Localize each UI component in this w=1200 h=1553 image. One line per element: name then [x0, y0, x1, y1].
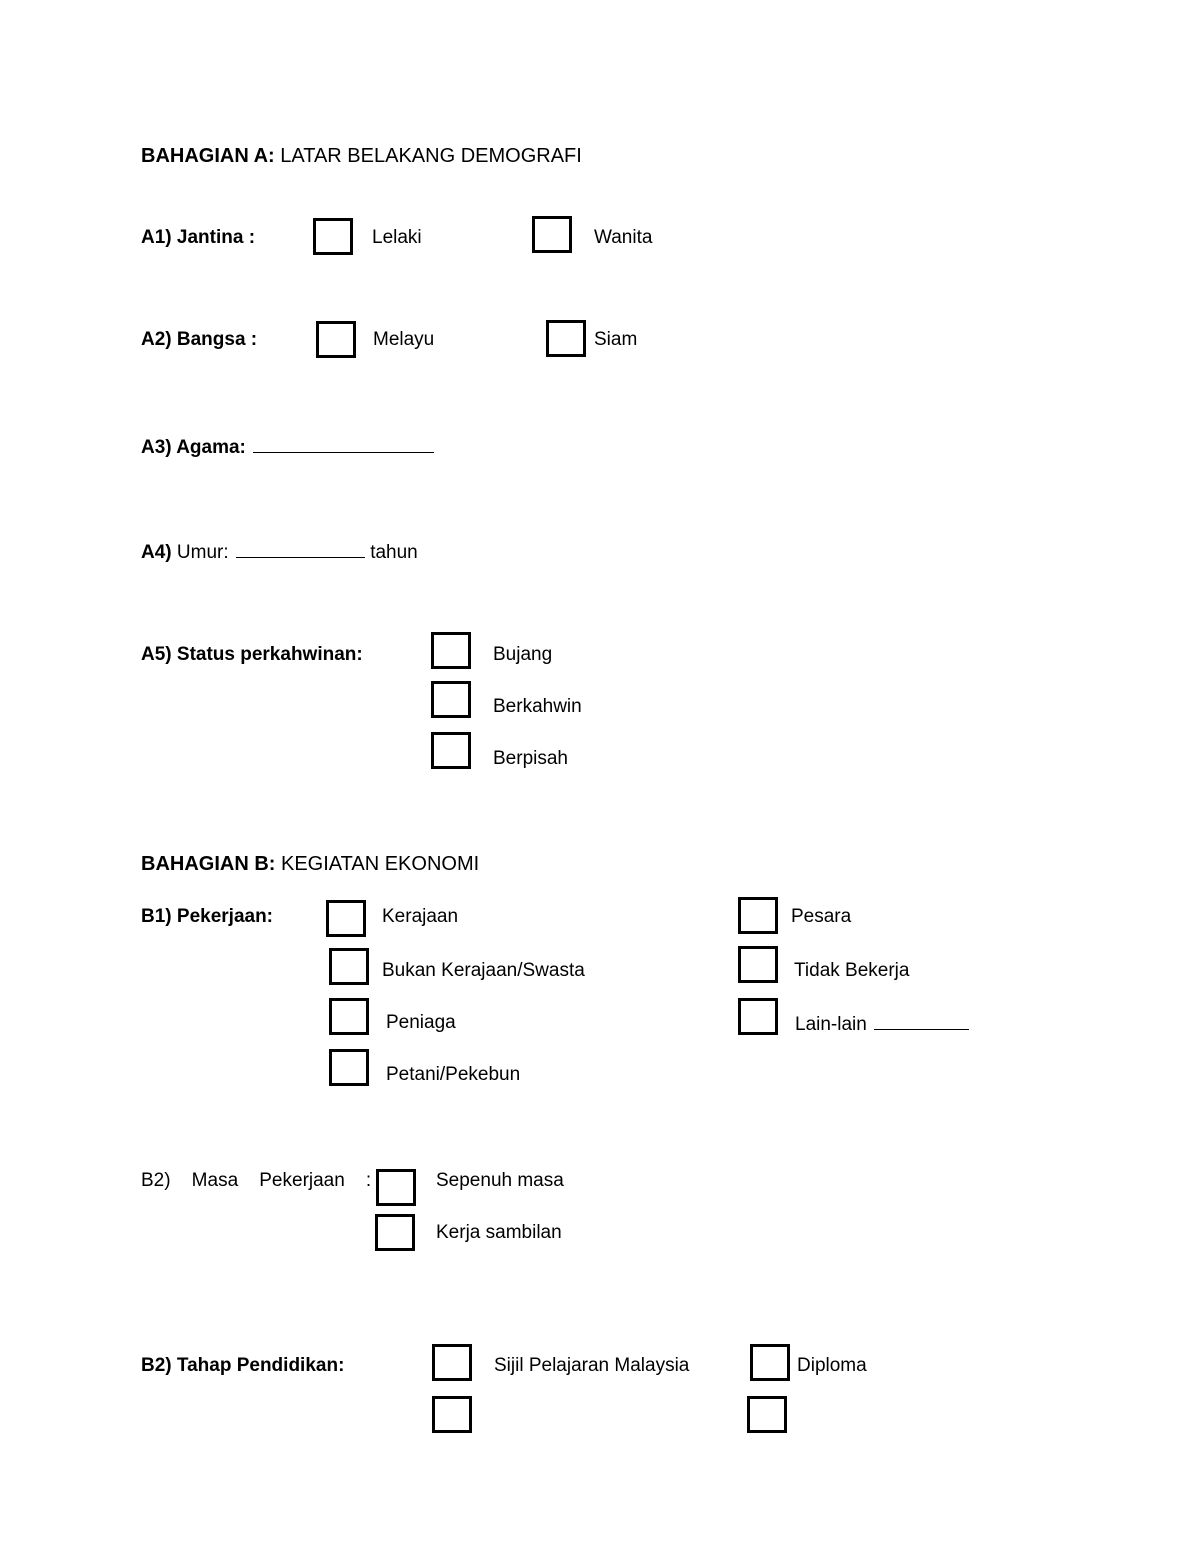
- b2-option-sepenuh-masa: Sepenuh masa: [436, 1170, 564, 1191]
- a4-unit: tahun: [370, 542, 418, 563]
- b1-checkbox-bukan-kerajaan[interactable]: [329, 948, 369, 985]
- a2-option-melayu: Melayu: [373, 329, 435, 350]
- b1-label: B1) Pekerjaan:: [141, 906, 274, 927]
- b1-lain-lain-blank[interactable]: [874, 1011, 969, 1030]
- b1-lain-lain-row: [795, 1011, 969, 1037]
- b2-option-kerja-sambilan: Kerja sambilan: [436, 1222, 562, 1243]
- a5-option-berpisah: Berpisah: [493, 748, 568, 769]
- b3-checkbox-extra-1[interactable]: [432, 1396, 472, 1433]
- b3-checkbox-spm[interactable]: [432, 1344, 472, 1381]
- section-b-heading-text: KEGIATAN EKONOMI: [275, 853, 480, 875]
- a3-row: [141, 434, 434, 460]
- b1-option-tidak-bekerja: Tidak Bekerja: [794, 960, 910, 981]
- a2-checkbox-siam[interactable]: [546, 320, 586, 357]
- section-a-heading-bold: BAHAGIAN A:: [141, 145, 275, 167]
- a4-label-text: Umur:: [171, 542, 229, 563]
- a5-checkbox-berkahwin[interactable]: [431, 681, 471, 718]
- a1-option-lelaki: Lelaki: [372, 227, 422, 248]
- a5-checkbox-berpisah[interactable]: [431, 732, 471, 769]
- b1-checkbox-tidak-bekerja[interactable]: [738, 946, 778, 983]
- b3-label: B2) Tahap Pendidikan:: [141, 1355, 345, 1376]
- a4-row: [141, 539, 418, 565]
- a2-label: A2) Bangsa :: [141, 329, 258, 350]
- a5-option-berkahwin: Berkahwin: [493, 696, 582, 717]
- b2-masa-label: B2) Masa Pekerjaan :: [141, 1170, 372, 1191]
- a1-checkbox-wanita[interactable]: [532, 216, 572, 253]
- b1-option-peniaga: Peniaga: [386, 1012, 456, 1033]
- b1-checkbox-petani[interactable]: [329, 1049, 369, 1086]
- a3-label: A3) Agama:: [141, 437, 246, 458]
- b1-checkbox-pesara[interactable]: [738, 897, 778, 934]
- b2-checkbox-kerja-sambilan[interactable]: [375, 1214, 415, 1251]
- a5-label: A5) Status perkahwinan:: [141, 644, 363, 665]
- b1-checkbox-peniaga[interactable]: [329, 998, 369, 1035]
- a2-checkbox-melayu[interactable]: [316, 321, 356, 358]
- b3-checkbox-diploma[interactable]: [750, 1344, 790, 1381]
- section-b-heading-bold: BAHAGIAN B:: [141, 853, 276, 875]
- section-a-heading-text: LATAR BELAKANG DEMOGRAFI: [274, 145, 582, 167]
- b1-option-kerajaan: Kerajaan: [382, 906, 459, 927]
- b1-option-bukan-kerajaan: Bukan Kerajaan/Swasta: [382, 960, 585, 981]
- b2-checkbox-sepenuh-masa[interactable]: [376, 1169, 416, 1206]
- a5-checkbox-bujang[interactable]: [431, 632, 471, 669]
- a2-option-siam: Siam: [594, 329, 638, 350]
- a1-label: A1) Jantina :: [141, 227, 256, 248]
- a1-checkbox-lelaki[interactable]: [313, 218, 353, 255]
- a3-agama-blank[interactable]: [253, 434, 434, 453]
- a4-label-bold: A4): [141, 542, 172, 563]
- b1-checkbox-kerajaan[interactable]: [326, 900, 366, 937]
- b3-option-spm: Sijil Pelajaran Malaysia: [494, 1355, 690, 1376]
- a4-umur-blank[interactable]: [236, 539, 365, 558]
- a1-option-wanita: Wanita: [594, 227, 653, 248]
- b3-option-diploma: Diploma: [797, 1355, 867, 1376]
- b1-checkbox-lain-lain[interactable]: [738, 998, 778, 1035]
- section-b-heading: [141, 852, 479, 876]
- section-a-heading: [141, 144, 582, 168]
- b1-option-lain-lain: Lain-lain: [795, 1014, 867, 1035]
- a5-option-bujang: Bujang: [493, 644, 553, 665]
- b3-checkbox-extra-2[interactable]: [747, 1396, 787, 1433]
- b1-option-petani: Petani/Pekebun: [386, 1064, 521, 1085]
- b1-option-pesara: Pesara: [791, 906, 852, 927]
